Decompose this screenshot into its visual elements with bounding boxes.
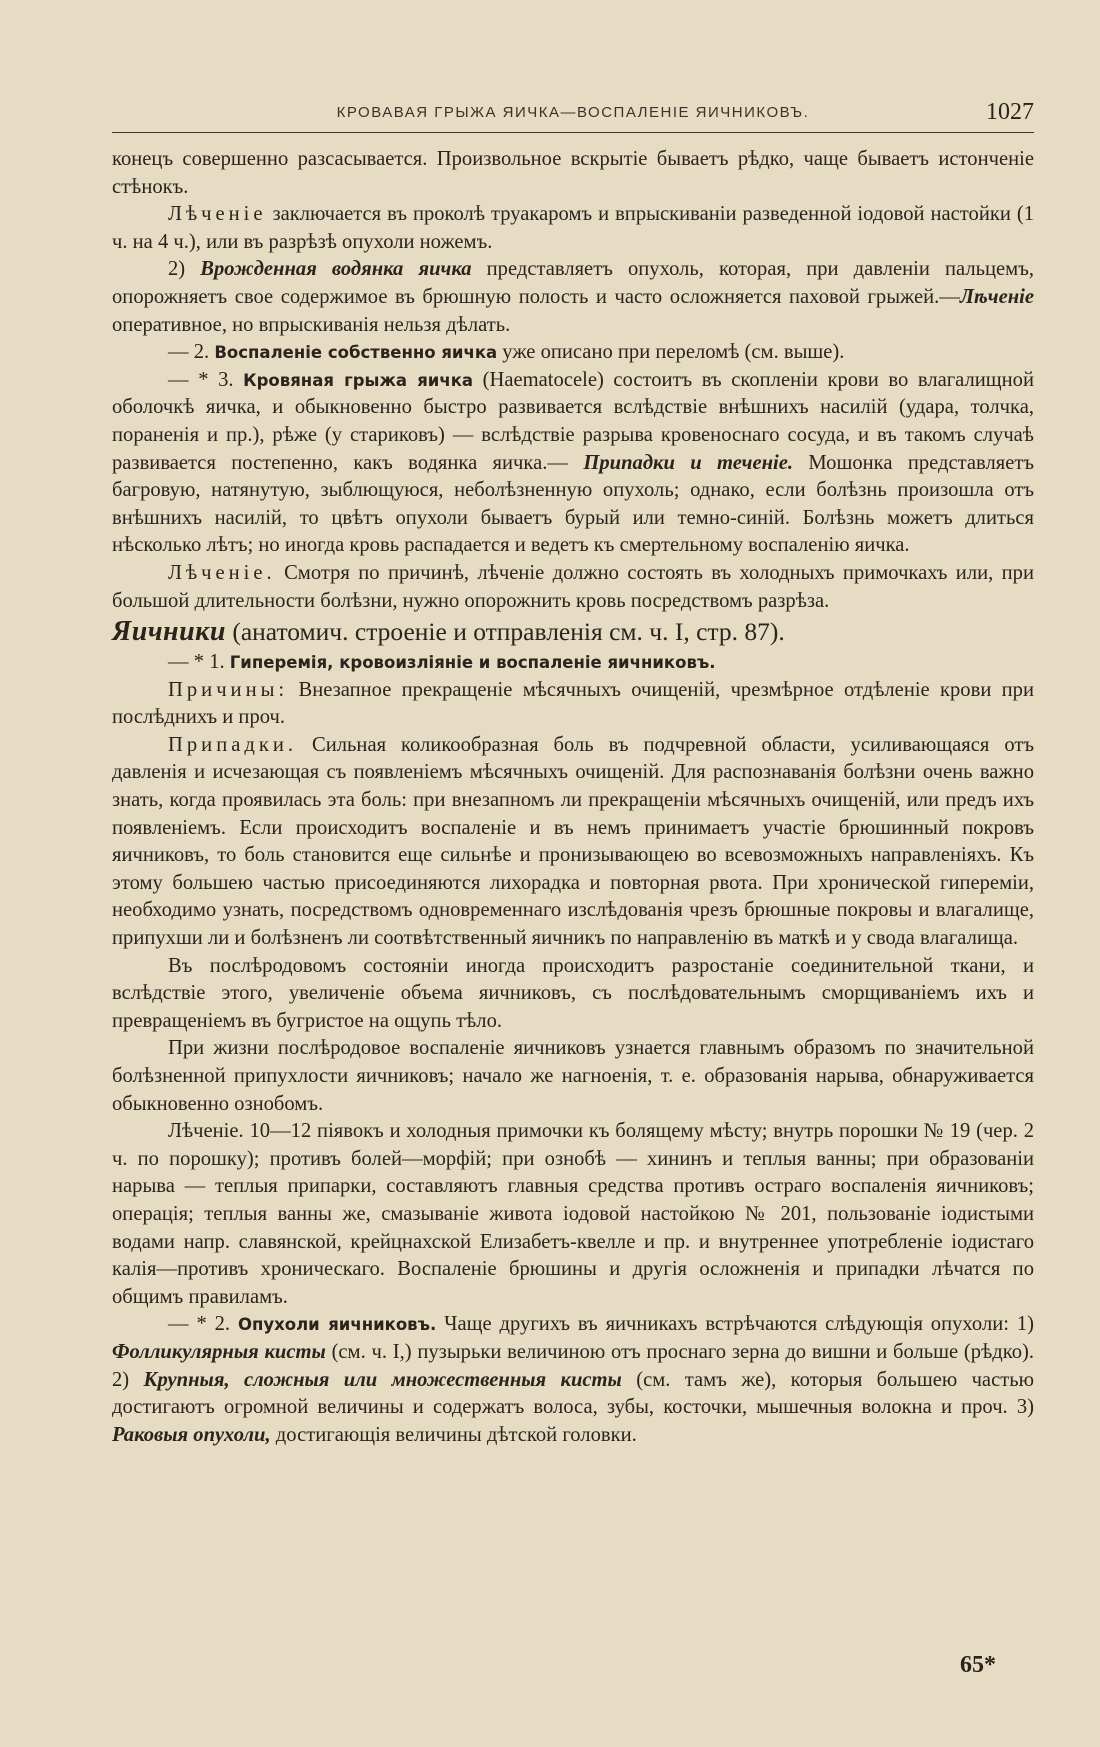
paragraph-diagnosis [112, 1035, 1034, 1118]
paragraph-text: (см. ч. I,) пузырьки величиною отъ проснаго зерна до вишни и больше (рѣдко). 2) [112, 1340, 1035, 1391]
item-number: 2) [168, 258, 201, 281]
italic-term: Лѣченіе [959, 285, 1034, 308]
spaced-lead: Лѣченіе [168, 203, 267, 226]
paragraph-tumors [112, 1311, 1034, 1449]
paragraph-causes [112, 677, 1034, 732]
paragraph-hyperemia-heading [112, 649, 1034, 677]
paragraph-haematocele [112, 367, 1034, 560]
running-header [112, 96, 1034, 133]
italic-term: Припадки и теченіе. [583, 451, 794, 474]
paragraph-orchitis [112, 339, 1034, 367]
page-number: 1027 [986, 99, 1034, 125]
paragraph-treatment-2 [112, 560, 1034, 615]
paragraph-text: Лѣченіе. 10—12 піявокъ и холодныя примочки къ болящему мѣсту; внутрь порошки № 19 (чер. 2 ч. по порошку); противъ болей—морфій; при ознобѣ — хининъ и теплыя ванны; при образованіи нарыва — теплыя припарки, составляютъ главныя средства противъ остраго воспаленія яичниковъ; операція; теплыя ванны же, смазываніе живота іодовой настойкою № 201, пользованіе іодистыми водами напр. славянской, крейцнахской Елизабетъ-квелле и пр. и внутреннее употребленіе іодистаго калія—противъ хроническаго. Воспаленіе брюшины и другія осложненія и припадки лѣчатся по общимъ правиламъ. [112, 1120, 1034, 1308]
italic-term: Раковыя опухоли, [112, 1423, 271, 1446]
paragraph-text: представляетъ опухоль, которая, при давленіи пальцемъ, опорожняетъ свое содержимое въ брюшную полость и часто осложняется паховой грыжей.— [112, 258, 1034, 308]
italic-term: Крупныя, сложныя или множественныя кисты [143, 1368, 622, 1391]
bold-heading: Кровяная грыжа яичка [243, 370, 474, 390]
page-body [112, 146, 1034, 1449]
bold-heading: Опухоли яичниковъ. [237, 1315, 437, 1335]
paragraph-text: Мошонка представляетъ багровую, натянутую, зыблющуюся, неболѣзненную опухоль; однако, если болѣзнь произошла отъ внѣшнихъ насилій, то цвѣтъ опухоли бываетъ бурый или темно-синій. Болѣзнь можетъ длиться нѣсколько лѣтъ; но иногда кровь распадается и ведетъ къ смертельному воспаленію яичка. [112, 451, 1035, 557]
spaced-lead: Припадки. [168, 733, 298, 756]
paragraph-symptoms [112, 732, 1034, 953]
paragraph-text: заключается въ проколѣ труакаромъ и впрыскиваніи разведенной іодовой настойки (1 ч. на 4 ч.), или въ разрѣзѣ опухоли ножемъ. [112, 203, 1034, 253]
paragraph-text: Чаще другихъ въ яичникахъ встрѣчаются слѣдующія опухоли: 1) [436, 1313, 1034, 1336]
paragraph-text: При жизни послѣродовое воспаленіе яичниковъ узнается главнымъ образомъ по значительной болѣзненной припухлости яичниковъ; начало же нагноенія, т. е. образованія нарыва, обнаруживается обыкновенно ознобомъ. [112, 1037, 1034, 1115]
italic-term: Фолликулярныя кисты [112, 1340, 326, 1363]
paragraph-text: Въ послѣродовомъ состояніи иногда происходитъ разростаніе соединительной ткани, и вслѣдствіе этого, увеличеніе объема яичниковъ, съ послѣдовательнымъ сморщиваніемъ ихъ и превращеніемъ въ бугристое на ощупь тѣло. [112, 954, 1034, 1032]
paragraph-text: Внезапное прекращеніе мѣсячныхъ очищеній, чрезмѣрное отдѣленіе крови при послѣднихъ и проч. [112, 678, 1034, 729]
spaced-lead: Лѣченіе. [168, 561, 276, 584]
paragraph-text: достигающія величины дѣтской головки. [270, 1423, 637, 1446]
signature-mark: 65* [960, 1652, 996, 1678]
entry-prefix: — * 2. [168, 1313, 238, 1336]
section-heading-ovaries [112, 615, 1034, 649]
paragraph-postpartum [112, 953, 1034, 1036]
paragraph-congenital-hydrocele [112, 256, 1034, 339]
running-title: КРОВАВАЯ ГРЫЖА ЯИЧКА—ВОСПАЛЕНІЕ ЯИЧНИКОВЪ. [336, 104, 810, 121]
paragraph-text: оперативное, но впрыскиванія нельзя дѣлать. [112, 313, 511, 336]
paragraph-text: Смотря по причинѣ, лѣченіе должно состоять въ холодныхъ примочкахъ или, при большой длительности болѣзни, нужно опорожнить кровь посредствомъ разрѣза. [112, 561, 1034, 612]
paragraph-text: (см. тамъ же), которыя большею частью достигаютъ огромной величины и содержатъ волоса, зубы, косточки, мышечныя волокна и проч. 3) [112, 1368, 1034, 1419]
entry-prefix: — 2. [168, 341, 215, 364]
paragraph-continuation [112, 146, 1034, 201]
paragraph-text: Сильная коликообразная боль въ подчревной области, усиливающаяся отъ давленія и исчезающая съ появленіемъ мѣсячныхъ очищеній. Для распознаванія болѣзни очень важно знать, когда проявилась эта боль: при внезапномъ ли прекращеніи мѣсячныхъ очищеній, или предъ ихъ появленіемъ. Если происходитъ воспаленіе и въ немъ принимаетъ участіе брюшинный покровъ яичниковъ, то боль становится еще сильнѣе и пронизывающею во всевозможныхъ направленіяхъ. Къ этому большею частью присоединяются лихорадка и повторная рвота. При хронической гипереміи, необходимо узнать, посредствомъ одновременнаго изслѣдованія чрезъ брюшные покровы и влагалище, припухши ли и болѣзненъ ли соотвѣтственный яичникъ по направленію въ маткѣ и у свода влагалища. [112, 733, 1034, 950]
paragraph-treatment-1 [112, 201, 1034, 256]
paragraph-text: (Haematocele) состоитъ въ скопленіи крови во влагалищной оболочкѣ яичка, и обыкновенно быстро развивается вслѣдствіе внѣшнихъ насилій (удара, толчка, пораненія и пр.), рѣже (у стариковъ) — вслѣдствіе разрыва кровеноснаго сосуда, и въ такомъ случаѣ развивается постепенно, какъ водянка яичка.— [112, 368, 1034, 474]
entry-prefix: — * 3. [168, 368, 244, 391]
entry-prefix: — * 1. [168, 651, 230, 674]
spaced-lead: Причины: [168, 678, 289, 701]
bold-heading: Воспаленіе собственно яичка [214, 343, 498, 363]
paragraph-treatment-3 [112, 1118, 1034, 1311]
bold-heading: Гиперемія, кровоизліяніе и воспаленіе яичниковъ. [229, 653, 716, 673]
section-subtitle: (анатомич. строеніе и отправленія см. ч. I, стр. 87). [225, 617, 785, 647]
italic-term: Врожденная водянка яичка [200, 258, 472, 281]
paragraph-text: уже описано при переломѣ (см. выше). [497, 341, 845, 364]
paragraph-text: конецъ совершенно разсасывается. Произвольное вскрытіе бываетъ рѣдко, чаще бываетъ истонченіе стѣнокъ. [112, 148, 1034, 198]
section-title: Яичники [112, 616, 226, 648]
